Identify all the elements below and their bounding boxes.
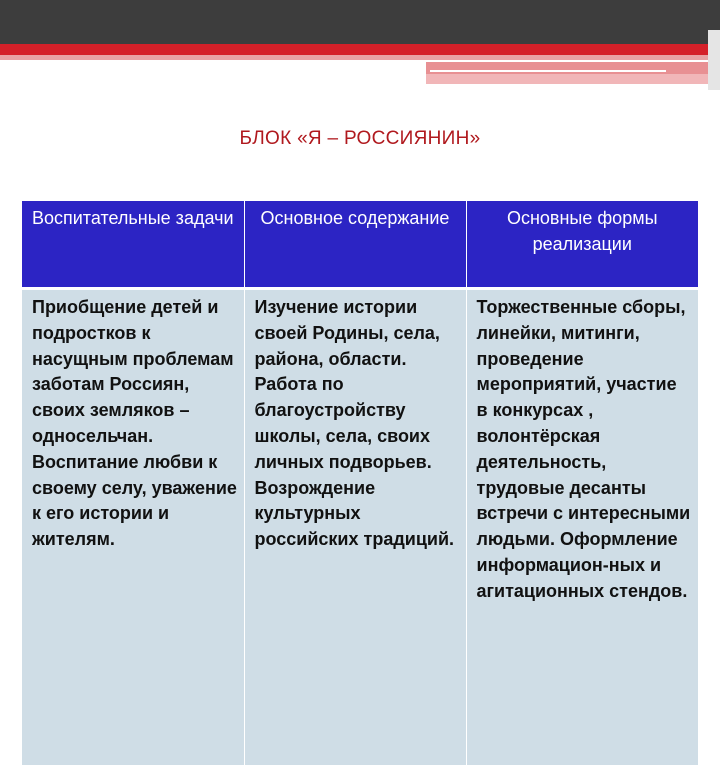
header-main-content: Основное содержание bbox=[244, 201, 466, 289]
header-red-band bbox=[0, 44, 720, 55]
header-implementation-forms: Основные формы реализации bbox=[466, 201, 698, 289]
header-dark-band bbox=[0, 0, 720, 44]
header-pink-stripe bbox=[0, 55, 720, 60]
cell-main-content: Изучение истории своей Родины, села, района, области. Работа по благоустройству школы, села, своих личных подворьев. Возрождение культурных российских традиций. bbox=[244, 289, 466, 766]
header-light-pink-block bbox=[426, 74, 720, 84]
header-right-edge bbox=[708, 30, 720, 90]
cell-educational-tasks: Приобщение детей и подростков к насущным проблемам заботам Россиян, своих земляков – односельчан. Воспитание любви к своему селу, уважение к его истории и жителям. bbox=[22, 289, 244, 766]
table-header-row bbox=[22, 201, 698, 289]
header-educational-tasks: Воспитательные задачи bbox=[22, 201, 244, 289]
cell-implementation-forms: Торжественные сборы, линейки, митинги, проведение мероприятий, участие в конкурсах , волонтёрская деятельность, трудовые десанты встречи с интересными людьми. Оформление информацион-ных и агитационных стендов. bbox=[466, 289, 698, 766]
slide-title: БЛОК «Я – РОССИЯНИН» bbox=[239, 128, 481, 149]
header-pink-block bbox=[426, 62, 720, 74]
table-row bbox=[22, 289, 698, 766]
header-white-line bbox=[430, 70, 666, 72]
plan-table bbox=[22, 201, 698, 765]
